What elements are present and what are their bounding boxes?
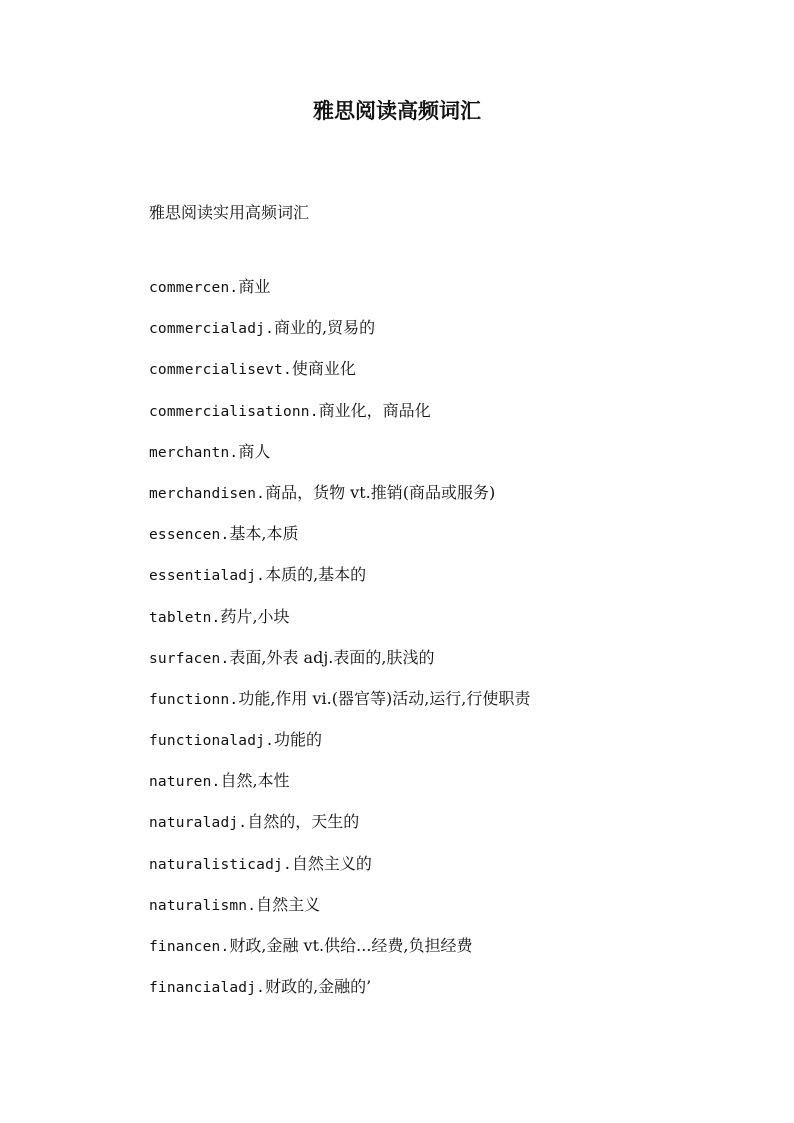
- vocab-entry: [149, 686, 530, 727]
- vocab-word: commercen.: [149, 280, 239, 296]
- vocab-word: commercialisationn.: [149, 403, 319, 420]
- vocab-word: naturalismn.: [149, 897, 257, 914]
- vocab-word: commercialisevt.: [149, 362, 292, 379]
- vocab-entry: [149, 851, 530, 892]
- vocab-word: commercialadj.: [149, 321, 275, 338]
- vocab-definition: 自然的，天生的: [247, 812, 360, 832]
- vocab-entry: [149, 727, 530, 768]
- vocab-word: functionn.: [149, 691, 239, 708]
- section-subtitle: 雅思阅读实用高频词汇: [149, 203, 310, 222]
- vocab-word: essencen.: [149, 527, 230, 544]
- vocab-definition: 商业: [238, 277, 271, 296]
- vocab-definition: 使商业化: [291, 359, 356, 379]
- vocab-word: naturaladj.: [149, 815, 248, 832]
- vocab-entry: [149, 604, 530, 645]
- vocab-entry: [149, 480, 530, 521]
- vocab-definition: 功能的: [274, 730, 323, 750]
- vocab-definition: 功能,作用 vi.(器官等)活动,运行,行使职责: [238, 688, 531, 708]
- vocab-definition: 药片,小块: [220, 606, 290, 626]
- vocab-definition: 基本,本质: [229, 524, 299, 544]
- vocab-definition: 本质的,基本的: [265, 565, 367, 585]
- vocab-definition: 自然,本性: [220, 771, 290, 791]
- vocab-definition: 表面,外表 adj.表面的,肤浅的: [229, 647, 435, 667]
- page-title: 雅思阅读高频词汇: [313, 98, 481, 123]
- vocab-entry: [149, 274, 530, 315]
- vocab-word: naturalisticadj.: [149, 856, 292, 873]
- vocab-definition: 商业化，商品化: [318, 400, 431, 420]
- vocab-definition: 商人: [238, 441, 271, 461]
- vocab-definition: 商品，货物 vt.推销(商品或服务): [265, 482, 496, 502]
- vocab-entry: [149, 521, 530, 562]
- vocab-entry: [149, 562, 530, 603]
- vocab-word: functionaladj.: [149, 733, 275, 750]
- vocab-entry: [149, 892, 530, 933]
- vocab-entry: [149, 315, 530, 356]
- vocab-entry: [149, 645, 530, 686]
- vocab-entry: [149, 356, 530, 397]
- vocab-entry: [149, 974, 530, 1015]
- vocab-word: naturen.: [149, 774, 221, 791]
- vocab-entry: [149, 398, 530, 439]
- vocab-definition: 商业的,贸易的: [274, 318, 376, 338]
- vocabulary-list: [149, 274, 530, 1015]
- vocab-word: merchandisen.: [149, 485, 266, 502]
- vocab-entry: [149, 933, 530, 974]
- vocab-word: merchantn.: [149, 444, 239, 461]
- vocab-word: surfacen.: [149, 650, 230, 667]
- vocab-definition: 自然主义的: [291, 853, 372, 873]
- vocab-entry: [149, 439, 530, 480]
- vocab-definition: 自然主义: [256, 894, 321, 914]
- vocab-entry: [149, 768, 530, 809]
- vocab-definition: 财政,金融 vt.供给...经费,负担经费: [229, 936, 473, 955]
- vocab-entry: [149, 809, 530, 850]
- vocab-definition: 财政的,金融的’: [265, 977, 372, 997]
- vocab-word: financen.: [149, 939, 230, 955]
- vocab-word: financialadj.: [149, 980, 266, 997]
- vocab-word: essentialadj.: [149, 568, 266, 585]
- vocab-word: tabletn.: [149, 609, 221, 626]
